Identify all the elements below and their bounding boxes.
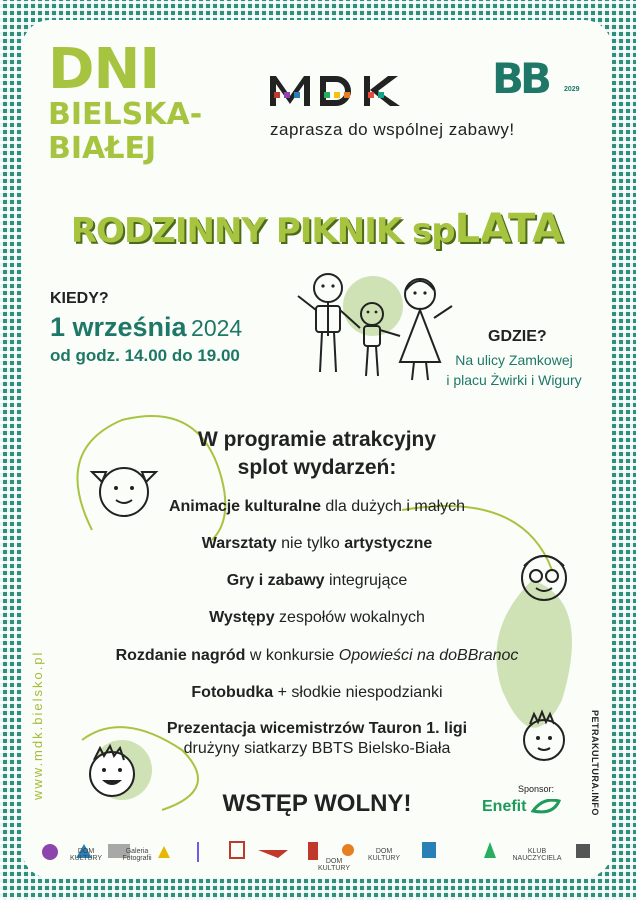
program-item (22, 647, 612, 665)
where-label: GDZIE? (488, 328, 547, 345)
item-text: + słodkie niespodzianki (273, 684, 443, 701)
item-text: integrujące (324, 572, 408, 589)
dni-line1: DNI (48, 37, 160, 102)
program-item (22, 535, 612, 553)
program-item (22, 684, 612, 702)
program-item (22, 720, 612, 738)
where-address (430, 350, 598, 390)
title-part2: LATA (454, 206, 564, 252)
item-bold: Gry i zabawy (226, 572, 325, 589)
sponsor-label: Sponsor: (518, 784, 555, 794)
partner-logo-2: Galeria Fotografii (122, 848, 152, 862)
where-line2: i placu Żwirki i Wigury (446, 372, 582, 388)
when-hours: od godz. 14.00 do 19.00 (50, 346, 240, 365)
mdk-logo (268, 72, 408, 112)
item-bold2: artystyczne (344, 535, 433, 552)
item-bold: Warsztaty (201, 535, 277, 552)
sponsor-logo (482, 798, 561, 816)
program-item-line2: drużyny siatkarzy BBTS Bielsko-Biała (183, 740, 451, 757)
program-item (22, 498, 612, 516)
item-bold: Animacje kulturalne (168, 498, 321, 515)
where-line1: Na ulicy Zamkowej (455, 352, 573, 368)
mdk-logo-mark (268, 72, 408, 112)
partner-logos (36, 836, 602, 872)
dni-line2: BIELSKA- (48, 97, 203, 132)
dni-line3: BIAŁEJ (48, 131, 157, 166)
when-date-line (50, 312, 242, 343)
item-text: w konkursie (245, 647, 339, 664)
when-year: 2024 (191, 315, 243, 341)
partner-logo-5: DOM KULTURY (317, 858, 351, 872)
item-italic: Opowieści na doBBranoc (338, 647, 519, 664)
bb-year: 2029 (564, 86, 580, 93)
program-heading2: splot wydarzeń: (237, 456, 397, 479)
entry-free: WSTĘP WOLNY! (222, 790, 412, 817)
event-title (22, 206, 612, 252)
item-text: dla dużych i małych (320, 498, 466, 515)
when-label: KIEDY? (50, 290, 109, 307)
item-bold: Fotobudka (191, 684, 274, 701)
item-bold: Prezentacja wicemistrzów Tauron 1. ligi (166, 720, 468, 737)
invite-text: zaprasza do wspólnej zabawy! (270, 120, 515, 139)
enefit-leaf-icon (531, 799, 561, 815)
partner-logo-3: DOM KULTURY (367, 848, 401, 862)
program-item (22, 572, 612, 590)
design-credit: PETRAKULTURA.INFO (590, 710, 600, 816)
partner-logo-1: DOM KULTURY (69, 848, 103, 862)
item-text: zespołów wokalnych (274, 609, 425, 626)
poster-card (22, 20, 612, 878)
sponsor-name: Enefit (482, 798, 527, 815)
when-date: 1 września (50, 312, 187, 342)
title-part1: RODZINNY PIKNIK sp (70, 211, 455, 251)
partner-logo-4: KLUB NAUCZYCIELA (512, 848, 562, 862)
item-bold: Rozdanie nagród (115, 647, 246, 664)
website-link[interactable]: www.mdk.bielsko.pl (30, 650, 45, 800)
bb-logo: BB (492, 54, 549, 103)
program-item (22, 609, 612, 627)
item-text: nie tylko (276, 535, 345, 552)
item-bold: Występy (209, 609, 275, 626)
program-heading1: W programie atrakcyjny (197, 428, 437, 451)
